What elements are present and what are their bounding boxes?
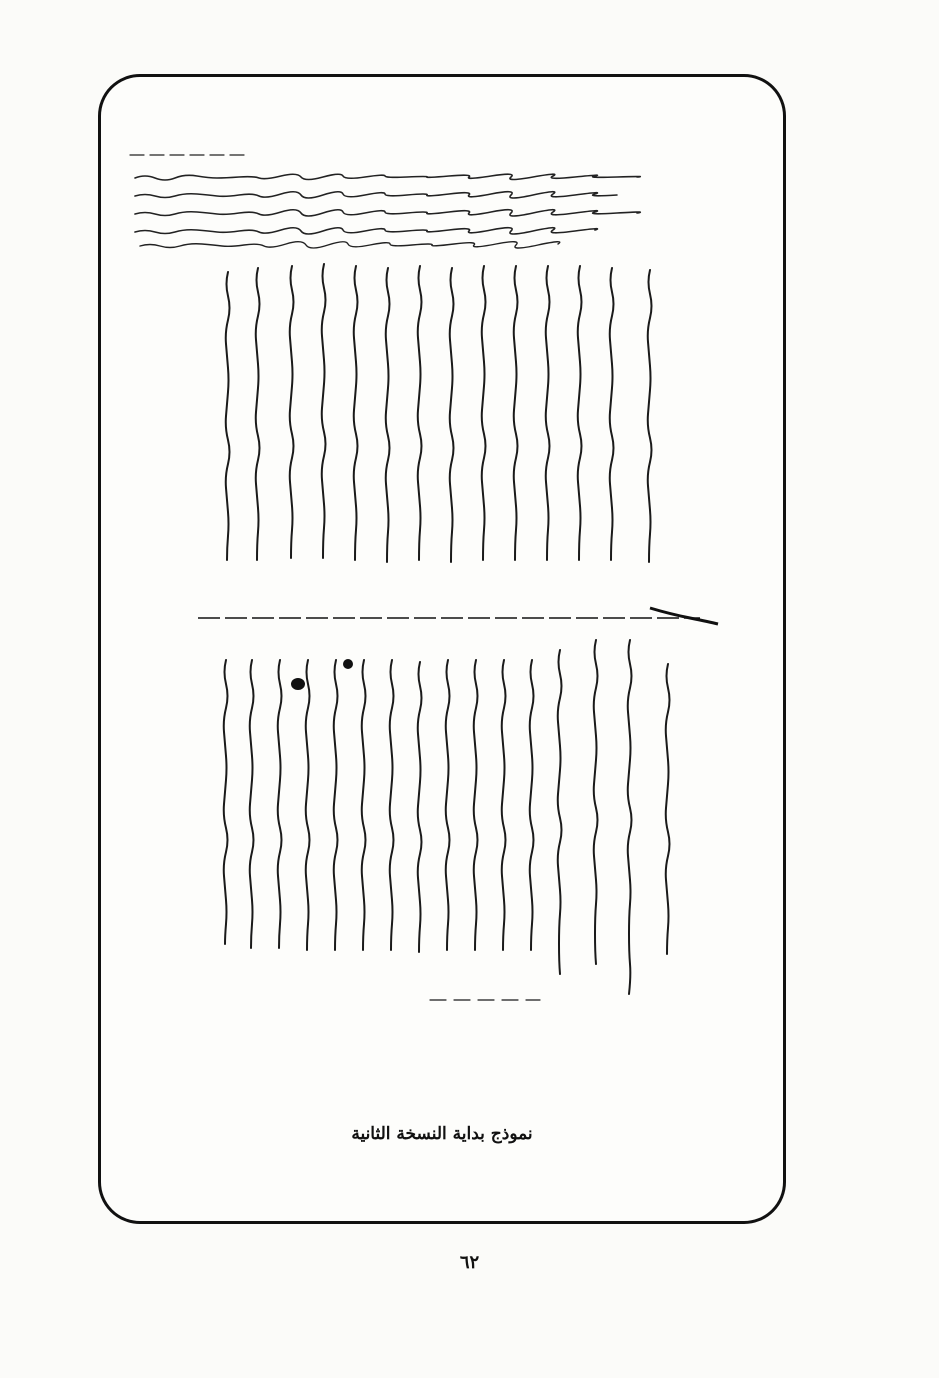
top-marginal-note xyxy=(130,155,640,248)
figure-caption: نموذج بداية النسخة الثانية xyxy=(351,1124,533,1144)
upper-folio-text xyxy=(226,264,652,562)
folio-divider xyxy=(198,608,718,624)
lower-folio-text xyxy=(224,640,670,1000)
page-number: ٦٢ xyxy=(459,1252,480,1273)
